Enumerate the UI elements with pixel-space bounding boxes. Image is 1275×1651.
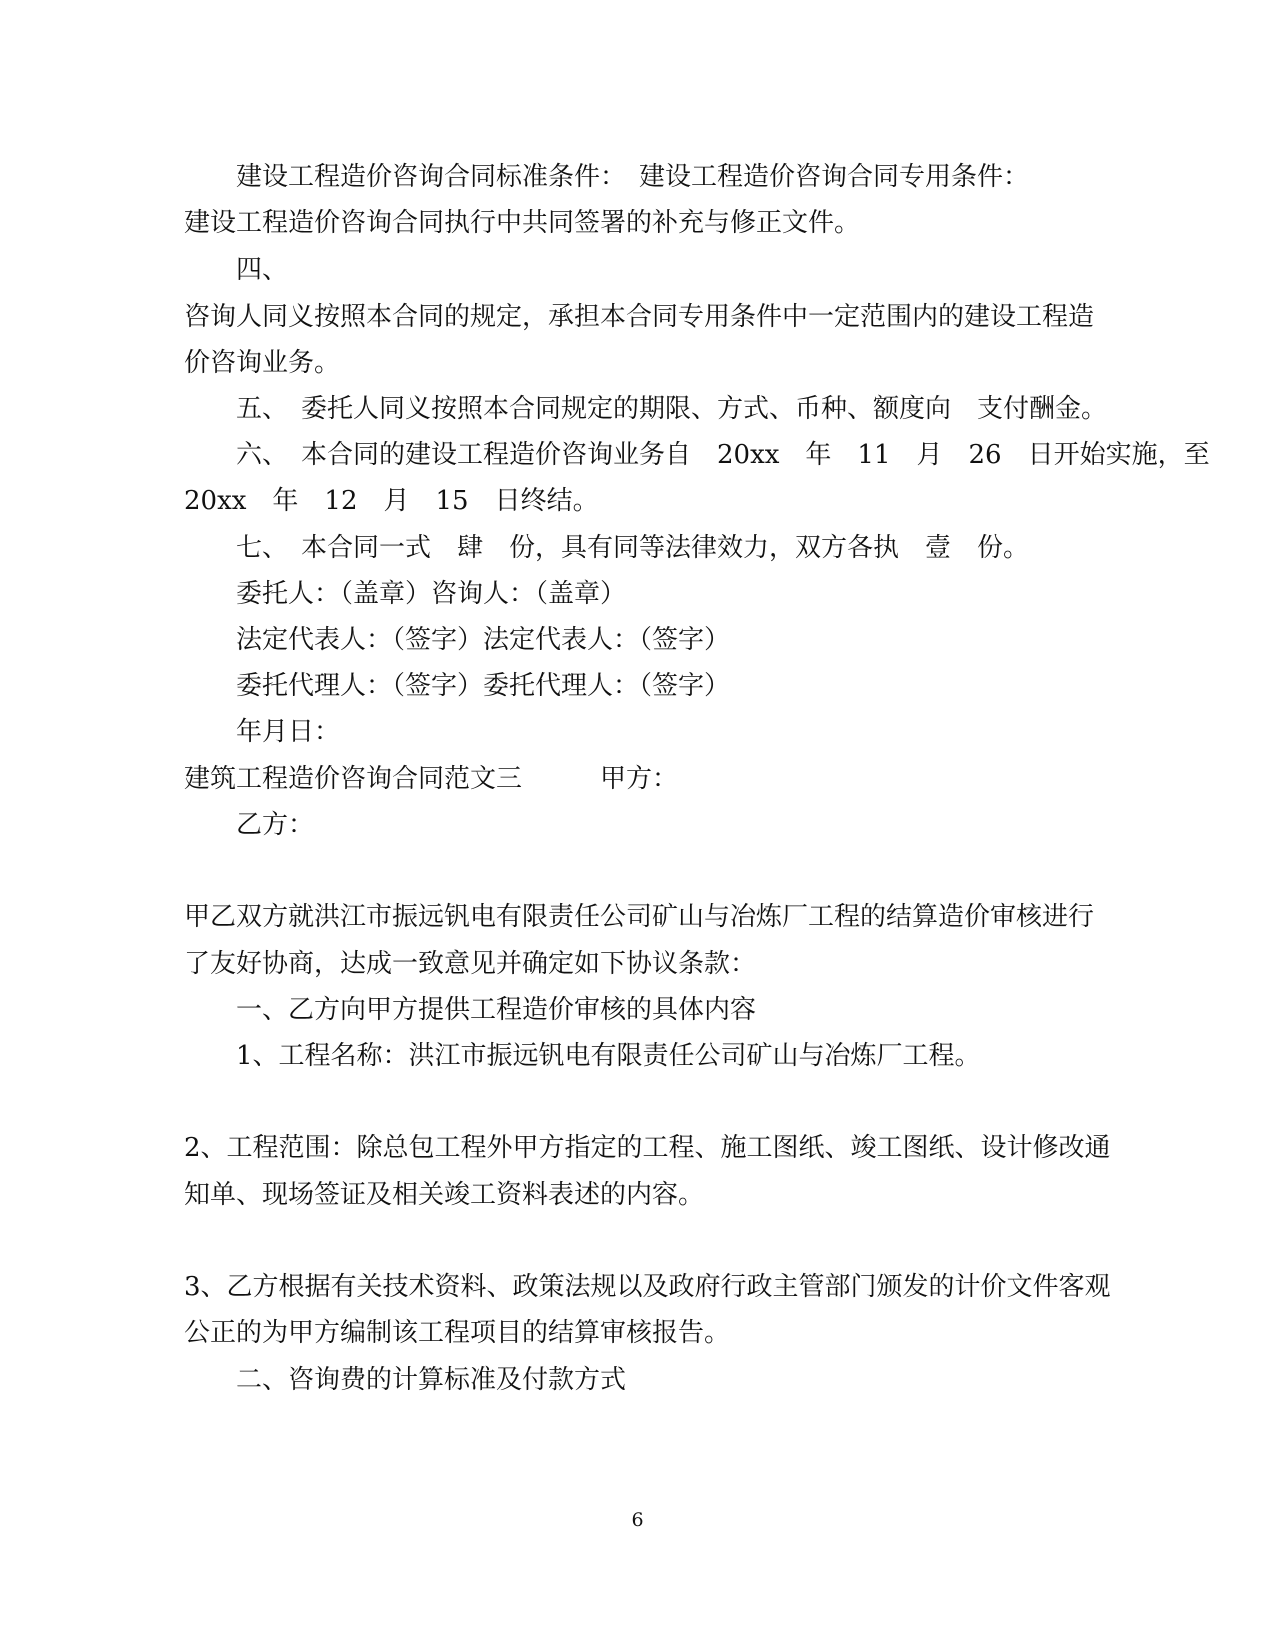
text-line: 四、: [236, 255, 289, 285]
text-line: 委托人：（盖章）咨询人：（盖章）: [236, 579, 627, 609]
text-line: 委托代理人：（签字）委托代理人：（签字）: [236, 671, 731, 701]
text-line: 乙方：: [236, 810, 315, 840]
text-line: 二、咨询费的计算标准及付款方式: [236, 1365, 627, 1395]
text-line: 五、 委托人同义按照本合同规定的期限、方式、币种、额度向 支付酬金。: [236, 394, 1108, 424]
text-line: 七、 本合同一式 肆 份，具有同等法律效力，双方各执 壹 份。: [236, 533, 1030, 563]
text-line: 甲乙双方就洪江市振远钒电有限责任公司矿山与冶炼厂工程的结算造价审核进行: [184, 902, 1095, 932]
text-line: 价咨询业务。: [184, 348, 341, 378]
text-line: 建筑工程造价咨询合同范文三 甲方：: [184, 764, 679, 794]
text-line: 了友好协商，达成一致意见并确定如下协议条款：: [184, 949, 757, 979]
page-number: 6: [631, 1509, 644, 1531]
text-line: 咨询人同义按照本合同的规定，承担本合同专用条件中一定范围内的建设工程造: [184, 302, 1095, 332]
text-line: 2、工程范围：除总包工程外甲方指定的工程、施工图纸、竣工图纸、设计修改通: [184, 1133, 1111, 1163]
text-line: 法定代表人：（签字）法定代表人：（签字）: [236, 625, 731, 655]
text-line: 年月日：: [236, 717, 341, 747]
text-line: 六、 本合同的建设工程造价咨询业务自 20xx 年 11 月 26 日开始实施，至: [236, 440, 1210, 470]
text-line: 建设工程造价咨询合同标准条件： 建设工程造价咨询合同专用条件：: [236, 162, 1030, 192]
text-line: 20xx 年 12 月 15 日终结。: [184, 486, 599, 516]
text-line: 3、乙方根据有关技术资料、政策法规以及政府行政主管部门颁发的计价文件客观: [184, 1272, 1111, 1302]
text-line: 一、乙方向甲方提供工程造价审核的具体内容: [236, 995, 757, 1025]
text-line: 1、工程名称：洪江市振远钒电有限责任公司矿山与冶炼厂工程。: [236, 1041, 981, 1071]
text-line: 建设工程造价咨询合同执行中共同签署的补充与修正文件。: [184, 208, 861, 238]
text-line: 公正的为甲方编制该工程项目的结算审核报告。: [184, 1318, 731, 1348]
text-line: 知单、现场签证及相关竣工资料表述的内容。: [184, 1180, 705, 1210]
